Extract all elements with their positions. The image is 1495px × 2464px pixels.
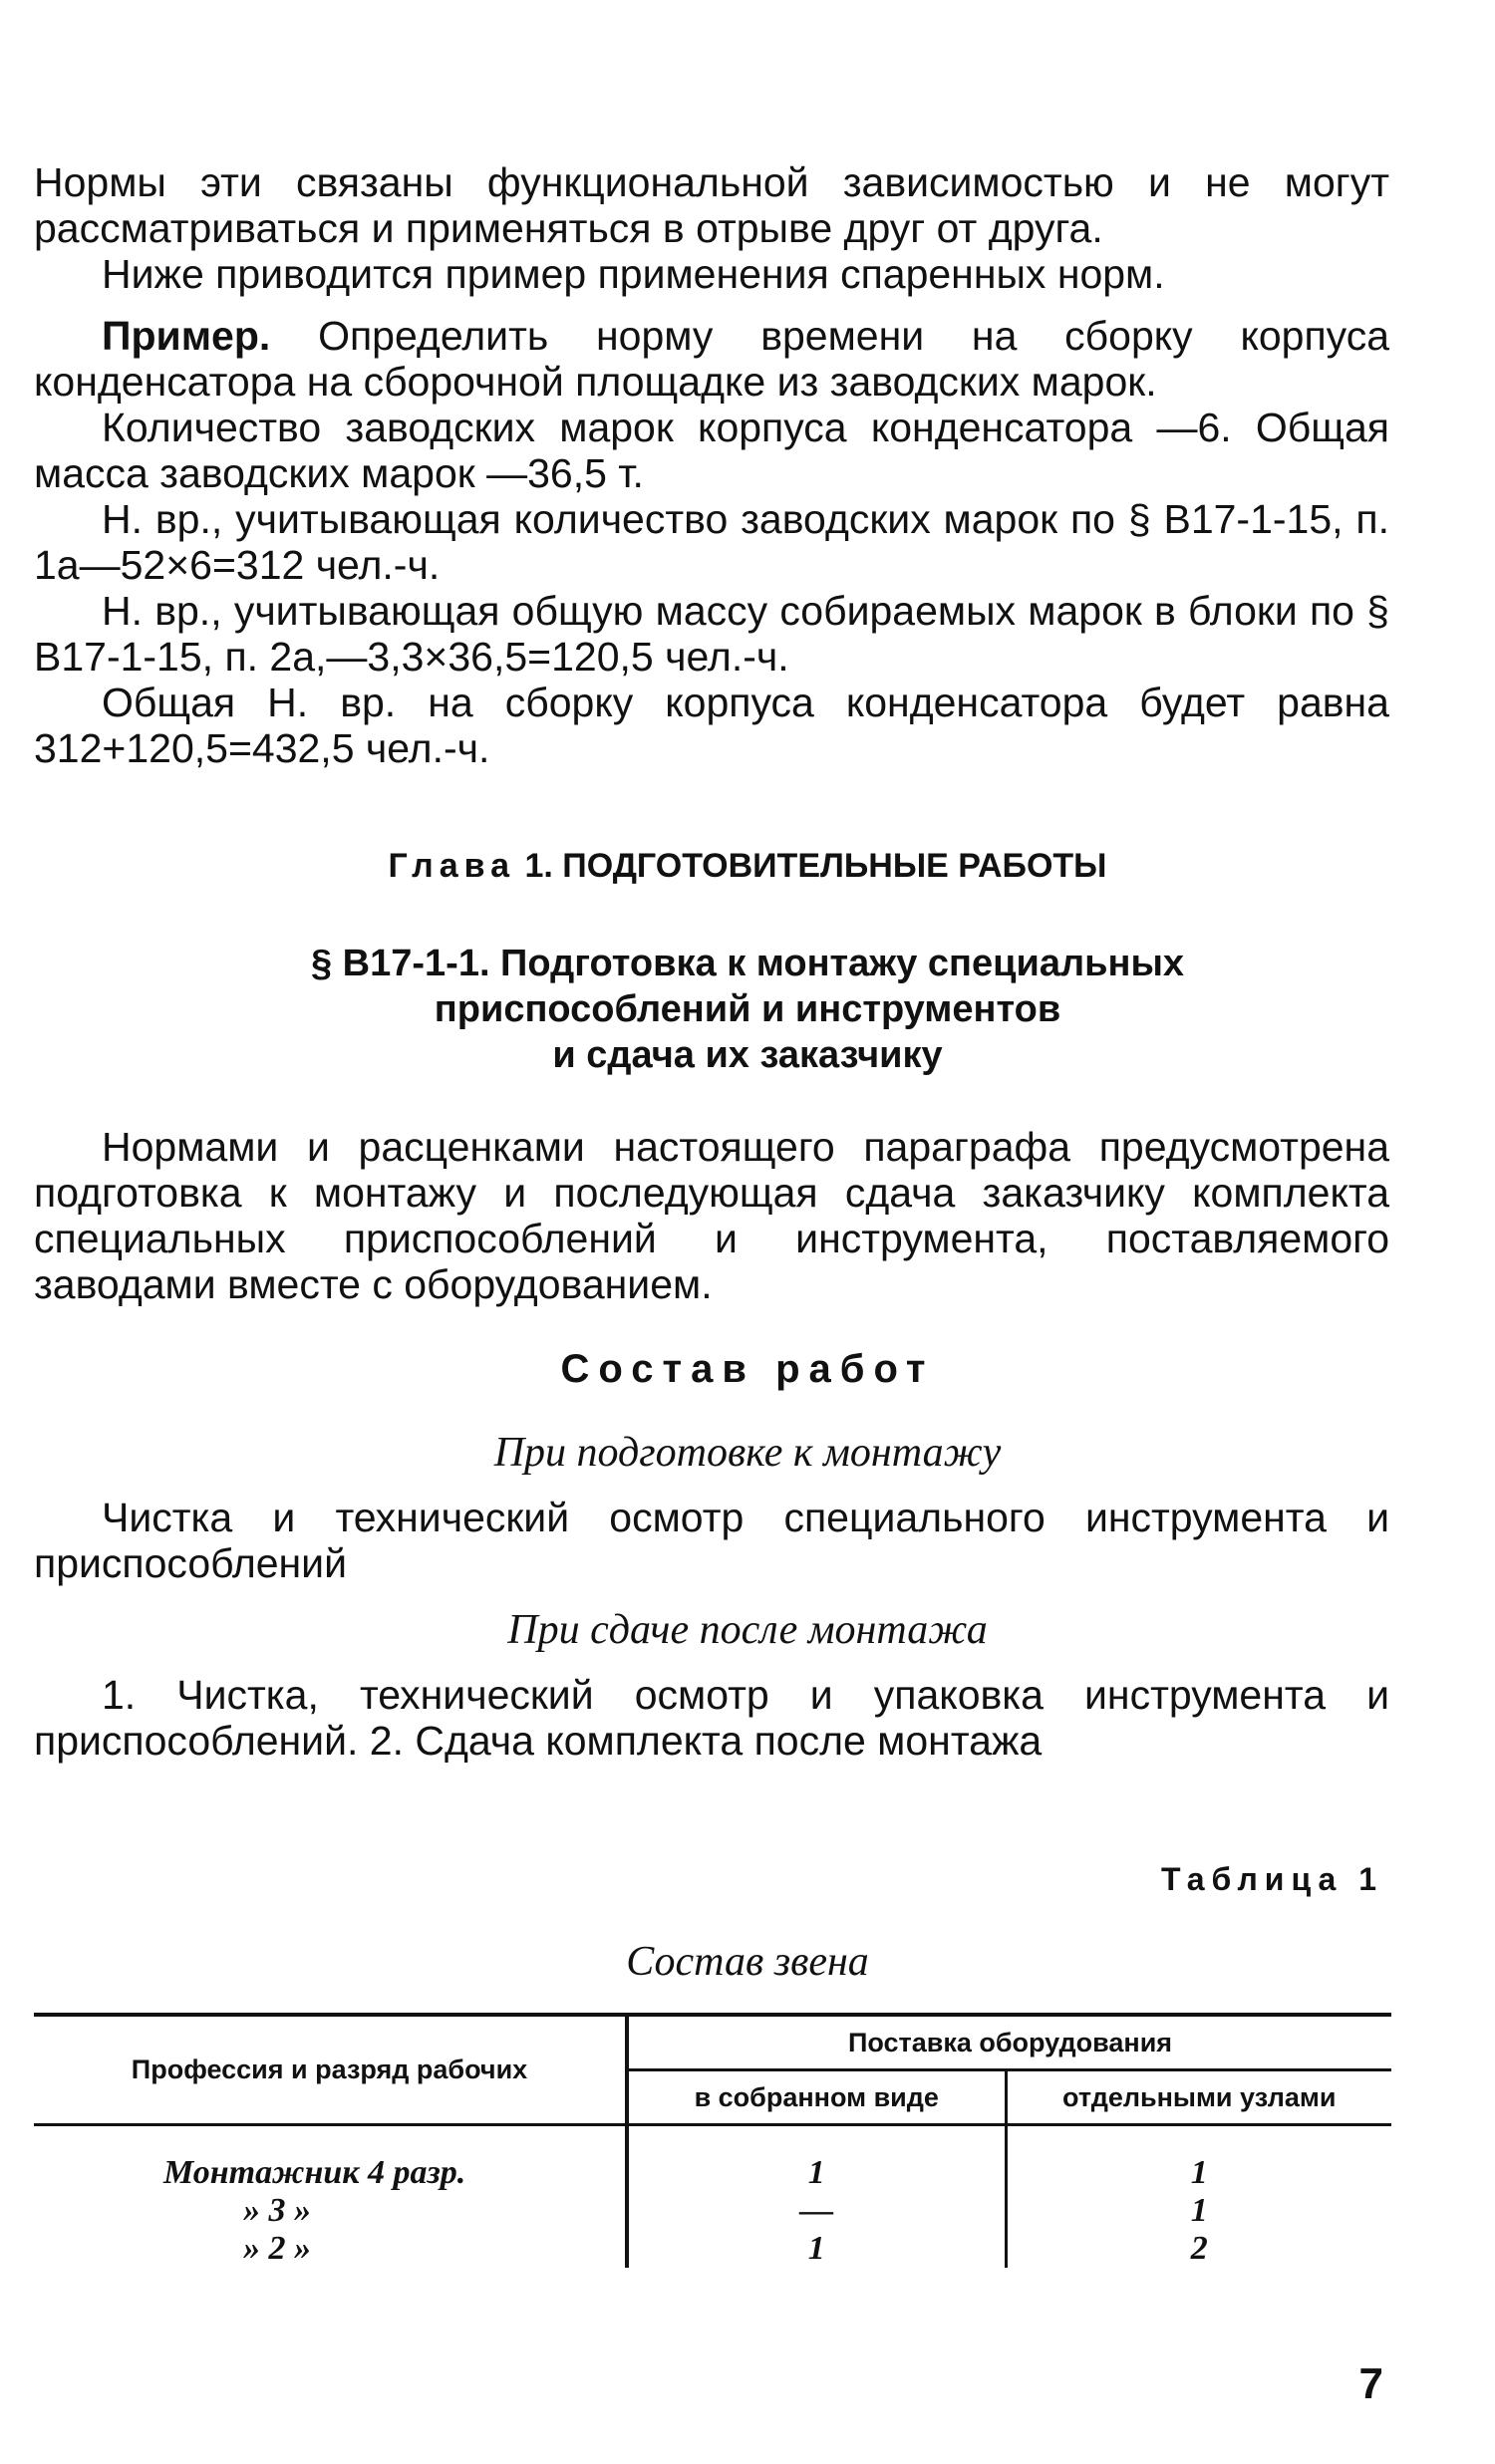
assembled-cell: 1 <box>627 2125 1006 2193</box>
header-profession: Профессия и разряд рабочих <box>34 2015 627 2125</box>
profession-cell: » 2 » <box>243 2230 311 2267</box>
top-text-block <box>34 159 1389 771</box>
table-label: Таблица 1 <box>1160 1861 1383 1897</box>
chapter-label: Глава <box>388 847 515 885</box>
separate-cell: 1 <box>1006 2125 1391 2193</box>
handover-text: 1. Чистка, технический осмотр и упаковка инструмента и приспособлений. 2. Сдача комплекта после монтажа <box>34 1672 1389 1764</box>
assembled-cell: 1 <box>627 2230 1006 2268</box>
profession-cell: Монтажник 4 разр. <box>163 2154 466 2191</box>
table-row <box>34 2192 1391 2230</box>
prep-text: Чистка и технический осмотр специального инструмента и приспособлений <box>34 1495 1389 1586</box>
paragraph: Общая Н. вр. на сборку корпуса конденсатора будет равна 312+120,5=432,5 чел.-ч. <box>34 680 1389 771</box>
prep-subheading: При подготовке к монтажу <box>493 1430 1002 1476</box>
crew-table <box>34 2013 1391 2268</box>
section-title <box>0 941 1495 1078</box>
section-intro-block <box>34 1124 1389 1307</box>
section-title-line: приспособлений и инструментов <box>434 988 1061 1030</box>
header-separate-units: отдельными узлами <box>1006 2070 1391 2125</box>
work-composition-heading: Состав работ <box>560 1347 935 1391</box>
handover-subheading: При сдаче после монтажа <box>507 1607 988 1653</box>
paragraph: Н. вр., учитывающая общую массу собираемых марок в блоки по § В17-1-15, п. 2а,—3,3×36,5=120,5 чел.-ч. <box>34 588 1389 680</box>
profession-cell: » 3 » <box>243 2192 311 2229</box>
chapter-number: 1. <box>524 847 553 885</box>
chapter-title: ПОДГОТОВИТЕЛЬНЫЕ РАБОТЫ <box>562 847 1107 885</box>
example-label: Пример. <box>102 313 271 359</box>
section-title-line: § В17-1-1. Подготовка к монтажу специальных <box>310 943 1185 984</box>
assembled-cell: — <box>627 2192 1006 2230</box>
paragraph: Количество заводских марок корпуса конденсатора —6. Общая масса заводских марок —36,5 т. <box>34 405 1389 496</box>
prep-block <box>34 1495 1389 1586</box>
section-intro: Нормами и расценками настоящего параграфа предусмотрена подготовка к монтажу и последующая сдача заказчику комплекта специальных приспособлений и инструмента, поставляемого заводами вместе с оборудованием. <box>34 1124 1389 1307</box>
section-title-line: и сдача их заказчику <box>552 1034 943 1076</box>
separate-cell: 1 <box>1006 2192 1391 2230</box>
paragraph: Н. вр., учитывающая количество заводских марок по § В17-1-15, п. 1а—52×6=312 чел.-ч. <box>34 496 1389 588</box>
chapter-heading <box>0 844 1495 888</box>
table-row <box>34 2230 1391 2268</box>
separate-cell: 2 <box>1006 2230 1391 2268</box>
table-row <box>34 2125 1391 2193</box>
header-supply-group: Поставка оборудования <box>627 2015 1391 2070</box>
paragraph: Ниже приводится пример применения спаренных норм. <box>102 251 1165 297</box>
page-number: 7 <box>1358 2359 1383 2408</box>
table-title: Состав звена <box>626 1939 869 1985</box>
example-paragraph <box>34 313 1389 405</box>
header-assembled: в собранном виде <box>627 2070 1006 2125</box>
example-text: Определить норму времени на сборку корпуса конденсатора на сборочной площадке из заводских марок. <box>34 313 1389 405</box>
paragraph: Нормы эти связаны функциональной зависимостью и не могут рассматриваться и применяться в отрыве друг от друга. <box>34 159 1389 251</box>
handover-block <box>34 1672 1389 1764</box>
